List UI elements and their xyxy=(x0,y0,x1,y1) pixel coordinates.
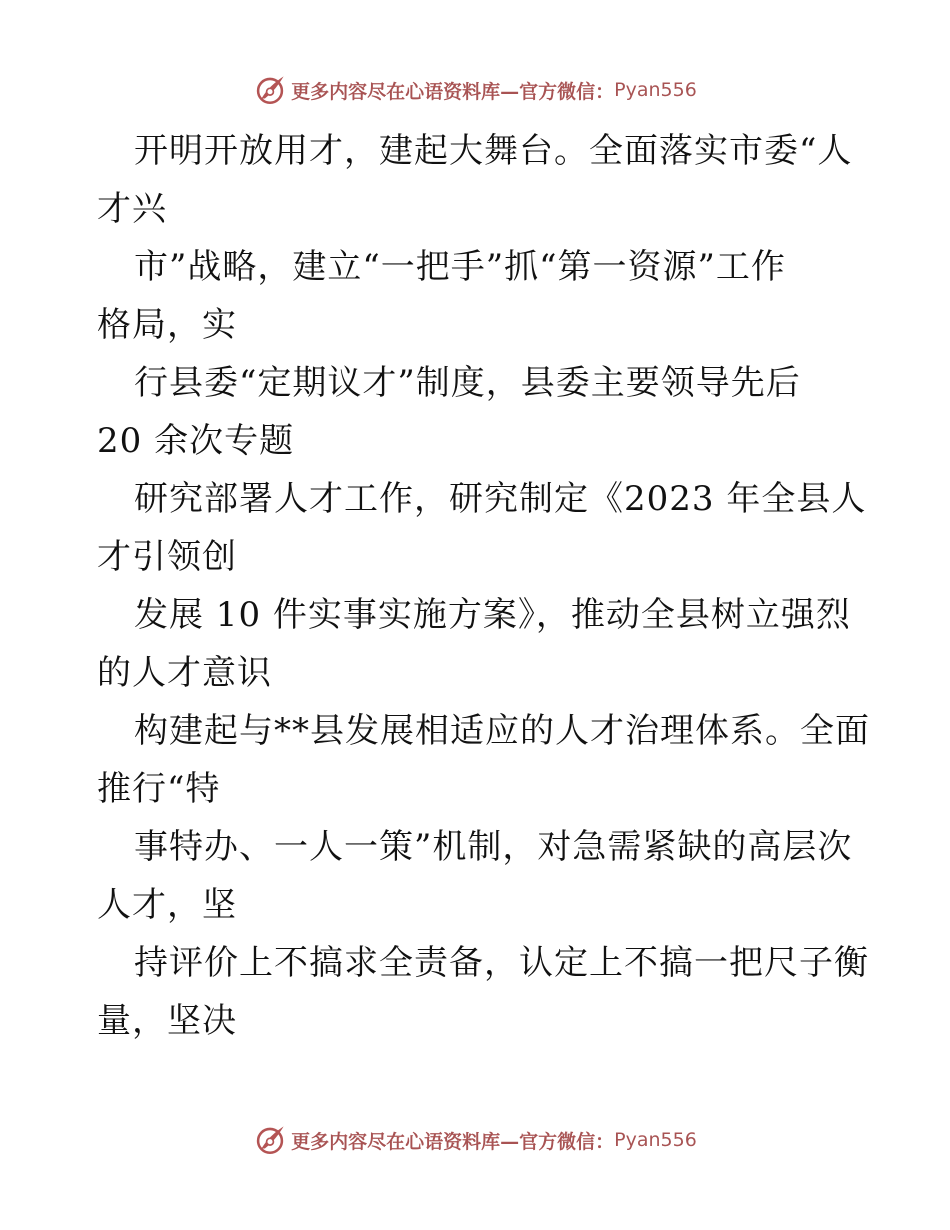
text-line: 研究部署人才工作，研究制定《2023 年全县人 xyxy=(134,479,867,519)
text-line: 量，坚决 xyxy=(97,1001,237,1041)
text-line: 人才，坚 xyxy=(97,885,237,925)
text-line: 开明开放用才，建起大舞台。全面落实市委“人 xyxy=(134,131,853,171)
text-line: 市”战略，建立“一把手”抓“第一资源”工作 xyxy=(134,247,786,287)
text-line: 推行“特 xyxy=(97,769,221,809)
text-line: 20 余次专题 xyxy=(97,421,295,461)
text-line: 才引领创 xyxy=(97,537,237,577)
document-body xyxy=(97,122,870,1050)
watermark-handle: Pyan556 xyxy=(614,1129,697,1151)
text-line: 才兴 xyxy=(97,189,167,229)
watermark-prefix: 更多内容尽在心语资料库—官方微信： xyxy=(291,80,615,103)
text-line: 事特办、一人一策”机制，对急需紧缺的高层次 xyxy=(134,827,853,867)
text-line: 的人才意识 xyxy=(97,653,272,693)
text-line: 构建起与**县发展相适应的人才治理体系。全面 xyxy=(134,711,870,751)
text-line: 发展 10 件实事实施方案》，推动全县树立强烈 xyxy=(134,595,851,635)
quill-pen-logo-icon xyxy=(253,73,287,107)
watermark-handle: Pyan556 xyxy=(614,79,697,101)
footer-watermark xyxy=(0,1120,950,1160)
quill-pen-logo-icon xyxy=(253,1123,287,1157)
text-line: 格局，实 xyxy=(97,305,237,345)
watermark-prefix: 更多内容尽在心语资料库—官方微信： xyxy=(291,1130,615,1153)
text-line: 行县委“定期议才”制度，县委主要领导先后 xyxy=(134,363,801,403)
header-watermark xyxy=(0,70,950,110)
text-line: 持评价上不搞求全责备，认定上不搞一把尺子衡 xyxy=(134,943,869,983)
